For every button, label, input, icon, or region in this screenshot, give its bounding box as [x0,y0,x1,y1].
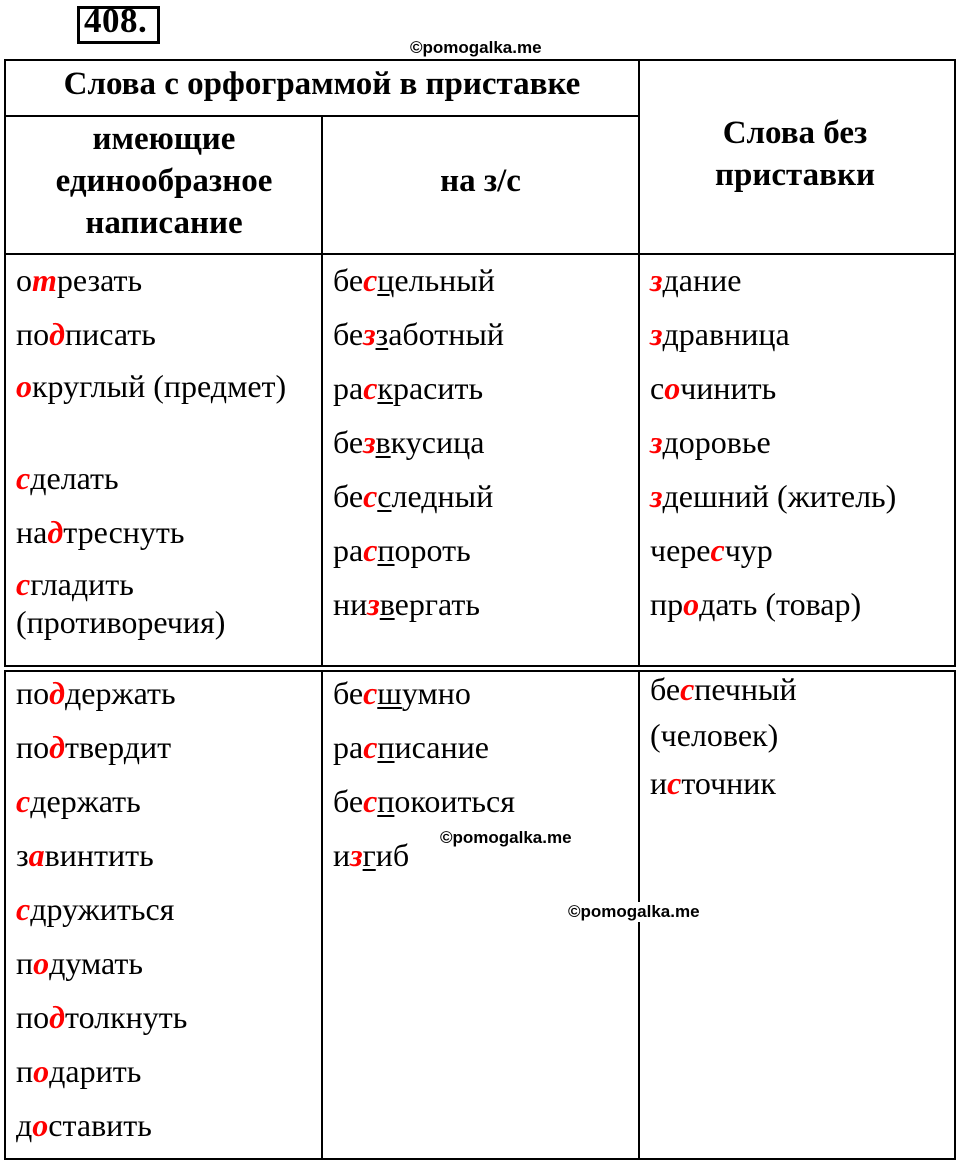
word-part: по [16,729,50,765]
column-divider-2 [638,59,640,667]
spelling-mark: с [363,370,378,406]
word-item [16,720,316,774]
word-part: и [650,765,668,801]
word-item [333,774,633,828]
word-item [16,253,316,307]
word-item [16,361,296,451]
spelling-mark: з [363,316,376,352]
underlined-letter: ш [377,675,402,711]
word-part: чере [650,532,711,568]
word-part: иб [375,837,410,873]
spelling-mark: с [363,532,378,568]
word-part: толкнуть [65,999,188,1035]
word-part: по [16,999,50,1035]
word-item [650,253,950,307]
word-part: п [16,1053,34,1089]
spelling-mark: о [683,586,700,622]
word-part: треснуть [63,514,185,550]
word-part: держать [65,675,176,711]
word-part: ра [333,370,364,406]
table-border-left [4,59,6,667]
spelling-mark: с [667,765,682,801]
word-part: ледный [391,478,494,514]
spelling-mark: с [680,671,695,707]
word-part: умно [401,675,471,711]
spelling-mark: с [363,783,378,819]
word-part: дарить [49,1053,142,1089]
word-part: пр [650,586,684,622]
word-part: делать [30,460,119,496]
word-part: чур [724,532,773,568]
spelling-mark: з [650,478,663,514]
word-part: бе [333,783,364,819]
word-item [650,469,950,523]
word-part: бе [333,675,364,711]
underlined-letter: г [362,837,376,873]
underlined-letter: п [377,783,395,819]
word-part: расить [392,370,484,406]
word-part: на [16,514,48,550]
word-part: ставить [48,1107,152,1143]
word-part: думать [49,945,143,981]
table-border-top [4,59,956,61]
word-part: бе [333,262,364,298]
spelling-mark: д [49,316,65,352]
word-part: ергать [394,586,480,622]
spelling-mark: с [16,460,31,496]
underlined-letter: з [375,316,389,352]
word-part: твердит [65,729,172,765]
table-border-right [954,59,956,667]
col1-header: имеющие единообразное написание [55,121,273,241]
word-item [16,451,316,505]
word-part: аботный [388,316,504,352]
spelling-mark: с [710,532,725,568]
spelling-mark: о [664,370,681,406]
word-part: гладить (противоречия) [16,566,226,640]
word-item [16,307,316,361]
word-item [333,307,633,361]
word-item [16,882,316,936]
spelling-mark: с [363,478,378,514]
word-part: печный (человек) [650,671,797,753]
spelling-mark: о [33,945,50,981]
word-part: дание [662,262,742,298]
s1-col2 [333,253,633,631]
word-item [333,469,633,523]
word-item [16,1098,316,1152]
s2-col3 [650,666,950,810]
word-part: ельный [394,262,495,298]
word-part: резать [56,262,143,298]
section2-right [954,670,956,1160]
word-part: о [16,262,32,298]
spelling-mark: з [650,262,663,298]
spelling-mark: с [16,891,31,927]
group-header: Слова с орфограммой в приставке [63,66,581,102]
word-part: исание [394,729,489,765]
word-part: кусица [390,424,485,460]
word-part: бе [333,478,364,514]
word-part: з [16,837,29,873]
word-part: круглый (предмет) [32,368,287,404]
word-part: ни [333,586,368,622]
spelling-mark: з [363,424,376,460]
spelling-mark: о [32,1107,49,1143]
spelling-mark: д [49,675,65,711]
spelling-mark: з [367,586,380,622]
spelling-mark: з [650,424,663,460]
spelling-mark: с [363,262,378,298]
word-item [650,307,950,361]
word-item [333,720,633,774]
word-part: держать [30,783,141,819]
word-item [333,666,633,720]
spelling-mark: т [32,262,57,298]
s2-col2 [333,666,633,882]
col3-header: Слова без приставки [715,115,875,193]
word-part: д [16,1107,33,1143]
underlined-letter: ц [377,262,395,298]
word-item [333,253,633,307]
underlined-letter: к [377,370,393,406]
word-item [16,990,316,1044]
word-part: с [650,370,665,406]
watermark-mid: ©pomogalka.me [440,828,572,847]
watermark-top: ©pomogalka.me [410,38,542,57]
underlined-letter: в [375,424,391,460]
spelling-mark: а [28,837,45,873]
word-item [16,666,316,720]
spelling-mark: с [16,783,31,819]
word-part: п [16,945,34,981]
word-part: ра [333,532,364,568]
watermark-lower: ©pomogalka.me [568,902,700,921]
word-item [650,666,930,756]
word-item [650,361,950,415]
word-item [16,505,316,559]
s1-col1 [16,253,316,649]
word-part: бе [650,671,681,707]
word-item [16,559,296,649]
s2-col1 [16,666,316,1152]
word-part: писать [65,316,156,352]
word-part: по [16,675,50,711]
word-item [333,415,633,469]
spelling-mark: с [363,729,378,765]
spelling-mark: д [49,729,65,765]
word-part: доровье [662,424,771,460]
spelling-mark: о [16,368,32,404]
word-part: точник [681,765,776,801]
word-part: дравница [662,316,790,352]
section2-col-divider-1 [321,670,323,1160]
spelling-mark: о [33,1053,50,1089]
word-part: дешний (житель) [662,478,897,514]
word-part: винтить [44,837,154,873]
word-item [16,936,316,990]
table-border-bottom [4,1158,956,1160]
spelling-mark: с [16,566,31,602]
spelling-mark: з [650,316,663,352]
underlined-letter: в [379,586,395,622]
word-part: бе [333,424,364,460]
word-part: дать (товар) [699,586,862,622]
word-item [650,523,950,577]
word-part: по [16,316,50,352]
col2-header: на з/с [440,163,521,199]
word-item [650,415,950,469]
word-part: бе [333,316,364,352]
underlined-letter: с [377,478,392,514]
word-item [16,1044,316,1098]
underlined-letter: п [377,532,395,568]
word-part: и [333,837,351,873]
spelling-mark: д [49,999,65,1035]
word-part: дружиться [30,891,175,927]
word-part: чинить [680,370,777,406]
word-part: окоиться [394,783,515,819]
spelling-mark: с [363,675,378,711]
word-item [333,361,633,415]
word-item [333,523,633,577]
word-item [333,577,633,631]
underlined-letter: п [377,729,395,765]
word-item [16,828,316,882]
word-item [650,577,950,631]
spelling-mark: з [350,837,363,873]
word-part: ороть [394,532,471,568]
s1-col3 [650,253,950,631]
exercise-number: 408. [84,1,148,40]
word-item [650,756,950,810]
spelling-mark: д [47,514,64,550]
section2-left [4,670,6,1160]
word-item [16,774,316,828]
word-part: ра [333,729,364,765]
